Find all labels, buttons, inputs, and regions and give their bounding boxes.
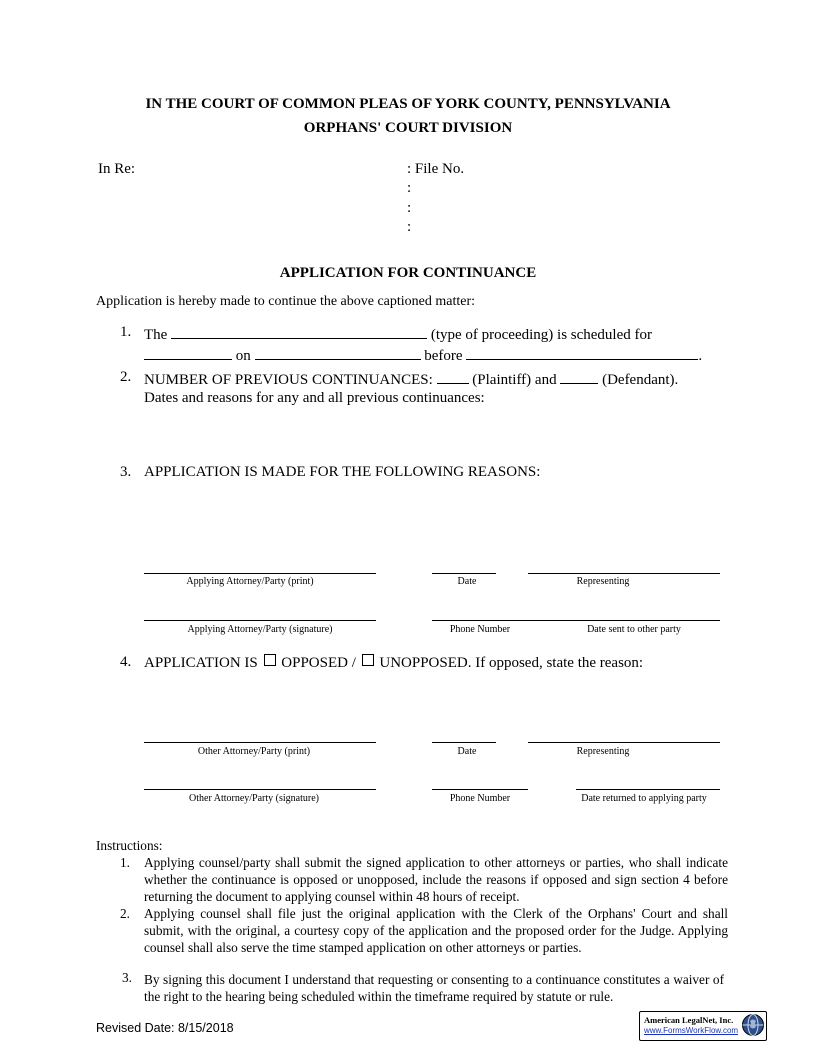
- applying-print-label: Applying Attorney/Party (print): [186, 576, 314, 587]
- caption-colon: :: [407, 180, 412, 196]
- item1-line2: [144, 345, 702, 365]
- scheduled-time-field[interactable]: [144, 345, 232, 360]
- plaintiff-continuances-field[interactable]: [437, 369, 469, 384]
- phone-line[interactable]: [432, 620, 528, 621]
- item1-the: The: [144, 327, 168, 343]
- date-sent-line[interactable]: [528, 620, 720, 621]
- item1-on: on: [235, 348, 251, 364]
- representing-line[interactable]: [528, 742, 720, 743]
- representing-label: Representing: [576, 576, 630, 587]
- other-print-line[interactable]: [144, 742, 376, 743]
- instruction-text: Applying counsel/party shall submit the signed application to other attorneys or parties, who shall indicate whether the continuance is opposed or unopposed, include the reasons if opposed and sign section 4 before returning the document to applying counsel within 48 hours of receipt.: [144, 855, 728, 904]
- item2-text: NUMBER OF PREVIOUS CONTINUANCES:: [144, 372, 433, 388]
- form-title: APPLICATION FOR CONTINUANCE: [279, 265, 537, 281]
- intro-text: Application is hereby made to continue the above captioned matter:: [96, 294, 476, 309]
- revised-date: Revised Date: 8/15/2018: [96, 1021, 234, 1035]
- defendant-continuances-field[interactable]: [560, 369, 598, 384]
- item4-line: [144, 654, 643, 672]
- american-legalnet-logo: [639, 1011, 767, 1041]
- applying-print-line[interactable]: [144, 573, 376, 574]
- phone-label: Phone Number: [449, 624, 511, 635]
- logo-company-name: American LegalNet, Inc.: [644, 1015, 734, 1025]
- proceeding-type-field[interactable]: [171, 324, 427, 339]
- caption-colon: :: [407, 200, 412, 216]
- instruction-text: Applying counsel shall file just the original application with the Clerk of the Orphans' Court and shall submit, with the original, a courtesy copy of the application and the proposed order for the Judge. Applying counsel shall also serve the time stamped application on other attorneys or parties.: [144, 906, 728, 955]
- division-title: ORPHANS' COURT DIVISION: [303, 120, 513, 136]
- date-label: Date: [457, 746, 477, 757]
- court-title: IN THE COURT OF COMMON PLEAS OF YORK COUNTY, PENNSYLVANIA: [145, 96, 671, 112]
- unopposed-label: UNOPPOSED.: [379, 655, 472, 671]
- item-number: 3.: [120, 464, 132, 480]
- other-signature-label: Other Attorney/Party (signature): [189, 793, 319, 804]
- applying-signature-label: Applying Attorney/Party (signature): [187, 624, 333, 635]
- item-number: 2.: [120, 369, 132, 385]
- other-signature-line[interactable]: [144, 789, 376, 790]
- item1-line1: [144, 324, 652, 344]
- in-re-label: In Re:: [98, 161, 136, 177]
- globe-icon: [741, 1013, 765, 1037]
- representing-label: Representing: [576, 746, 630, 757]
- item2-line1: [144, 369, 678, 389]
- opposed-checkbox[interactable]: [264, 654, 276, 666]
- instruction-number: 1.: [120, 855, 130, 870]
- before-judge-field[interactable]: [466, 345, 698, 360]
- applying-signature-line[interactable]: [144, 620, 376, 621]
- logo-url-link[interactable]: www.FormsWorkFlow.com: [644, 1026, 739, 1035]
- instruction-text: By signing this document I understand that requesting or consenting to a continuance constitutes a waiver of the right to the hearing being scheduled within the timeframe required by statute or rule.: [144, 972, 724, 1004]
- date-returned-line[interactable]: [576, 789, 720, 790]
- item2-line2: Dates and reasons for any and all previous continuances:: [144, 390, 485, 406]
- caption-colon: :: [407, 219, 412, 235]
- date-sent-label: Date sent to other party: [587, 624, 681, 635]
- instructions-heading: Instructions:: [96, 838, 163, 853]
- item1-before: before: [424, 348, 463, 364]
- item4-text-a: APPLICATION IS: [144, 655, 258, 671]
- item-number: 1.: [120, 324, 132, 340]
- date-line[interactable]: [432, 742, 496, 743]
- date-returned-label: Date returned to applying party: [581, 793, 707, 804]
- date-label: Date: [457, 576, 477, 587]
- item1-period: .: [698, 348, 703, 364]
- item1-type-text: (type of proceeding) is scheduled for: [430, 327, 652, 343]
- item4-text-b: If opposed, state the reason:: [475, 655, 644, 671]
- phone-label: Phone Number: [449, 793, 511, 804]
- opposed-label: OPPOSED /: [281, 655, 356, 671]
- scheduled-date-field[interactable]: [255, 345, 421, 360]
- date-line[interactable]: [432, 573, 496, 574]
- instruction-number: 3.: [122, 970, 132, 985]
- plaintiff-label: (Plaintiff) and: [472, 372, 557, 388]
- instruction-number: 2.: [120, 906, 130, 921]
- phone-line[interactable]: [432, 789, 528, 790]
- item3-text: APPLICATION IS MADE FOR THE FOLLOWING REASONS:: [144, 464, 541, 480]
- representing-line[interactable]: [528, 573, 720, 574]
- item-number: 4.: [120, 654, 132, 670]
- file-no-label: : File No.: [407, 161, 465, 177]
- other-print-label: Other Attorney/Party (print): [197, 746, 311, 757]
- unopposed-checkbox[interactable]: [362, 654, 374, 666]
- defendant-label: (Defendant).: [602, 372, 679, 388]
